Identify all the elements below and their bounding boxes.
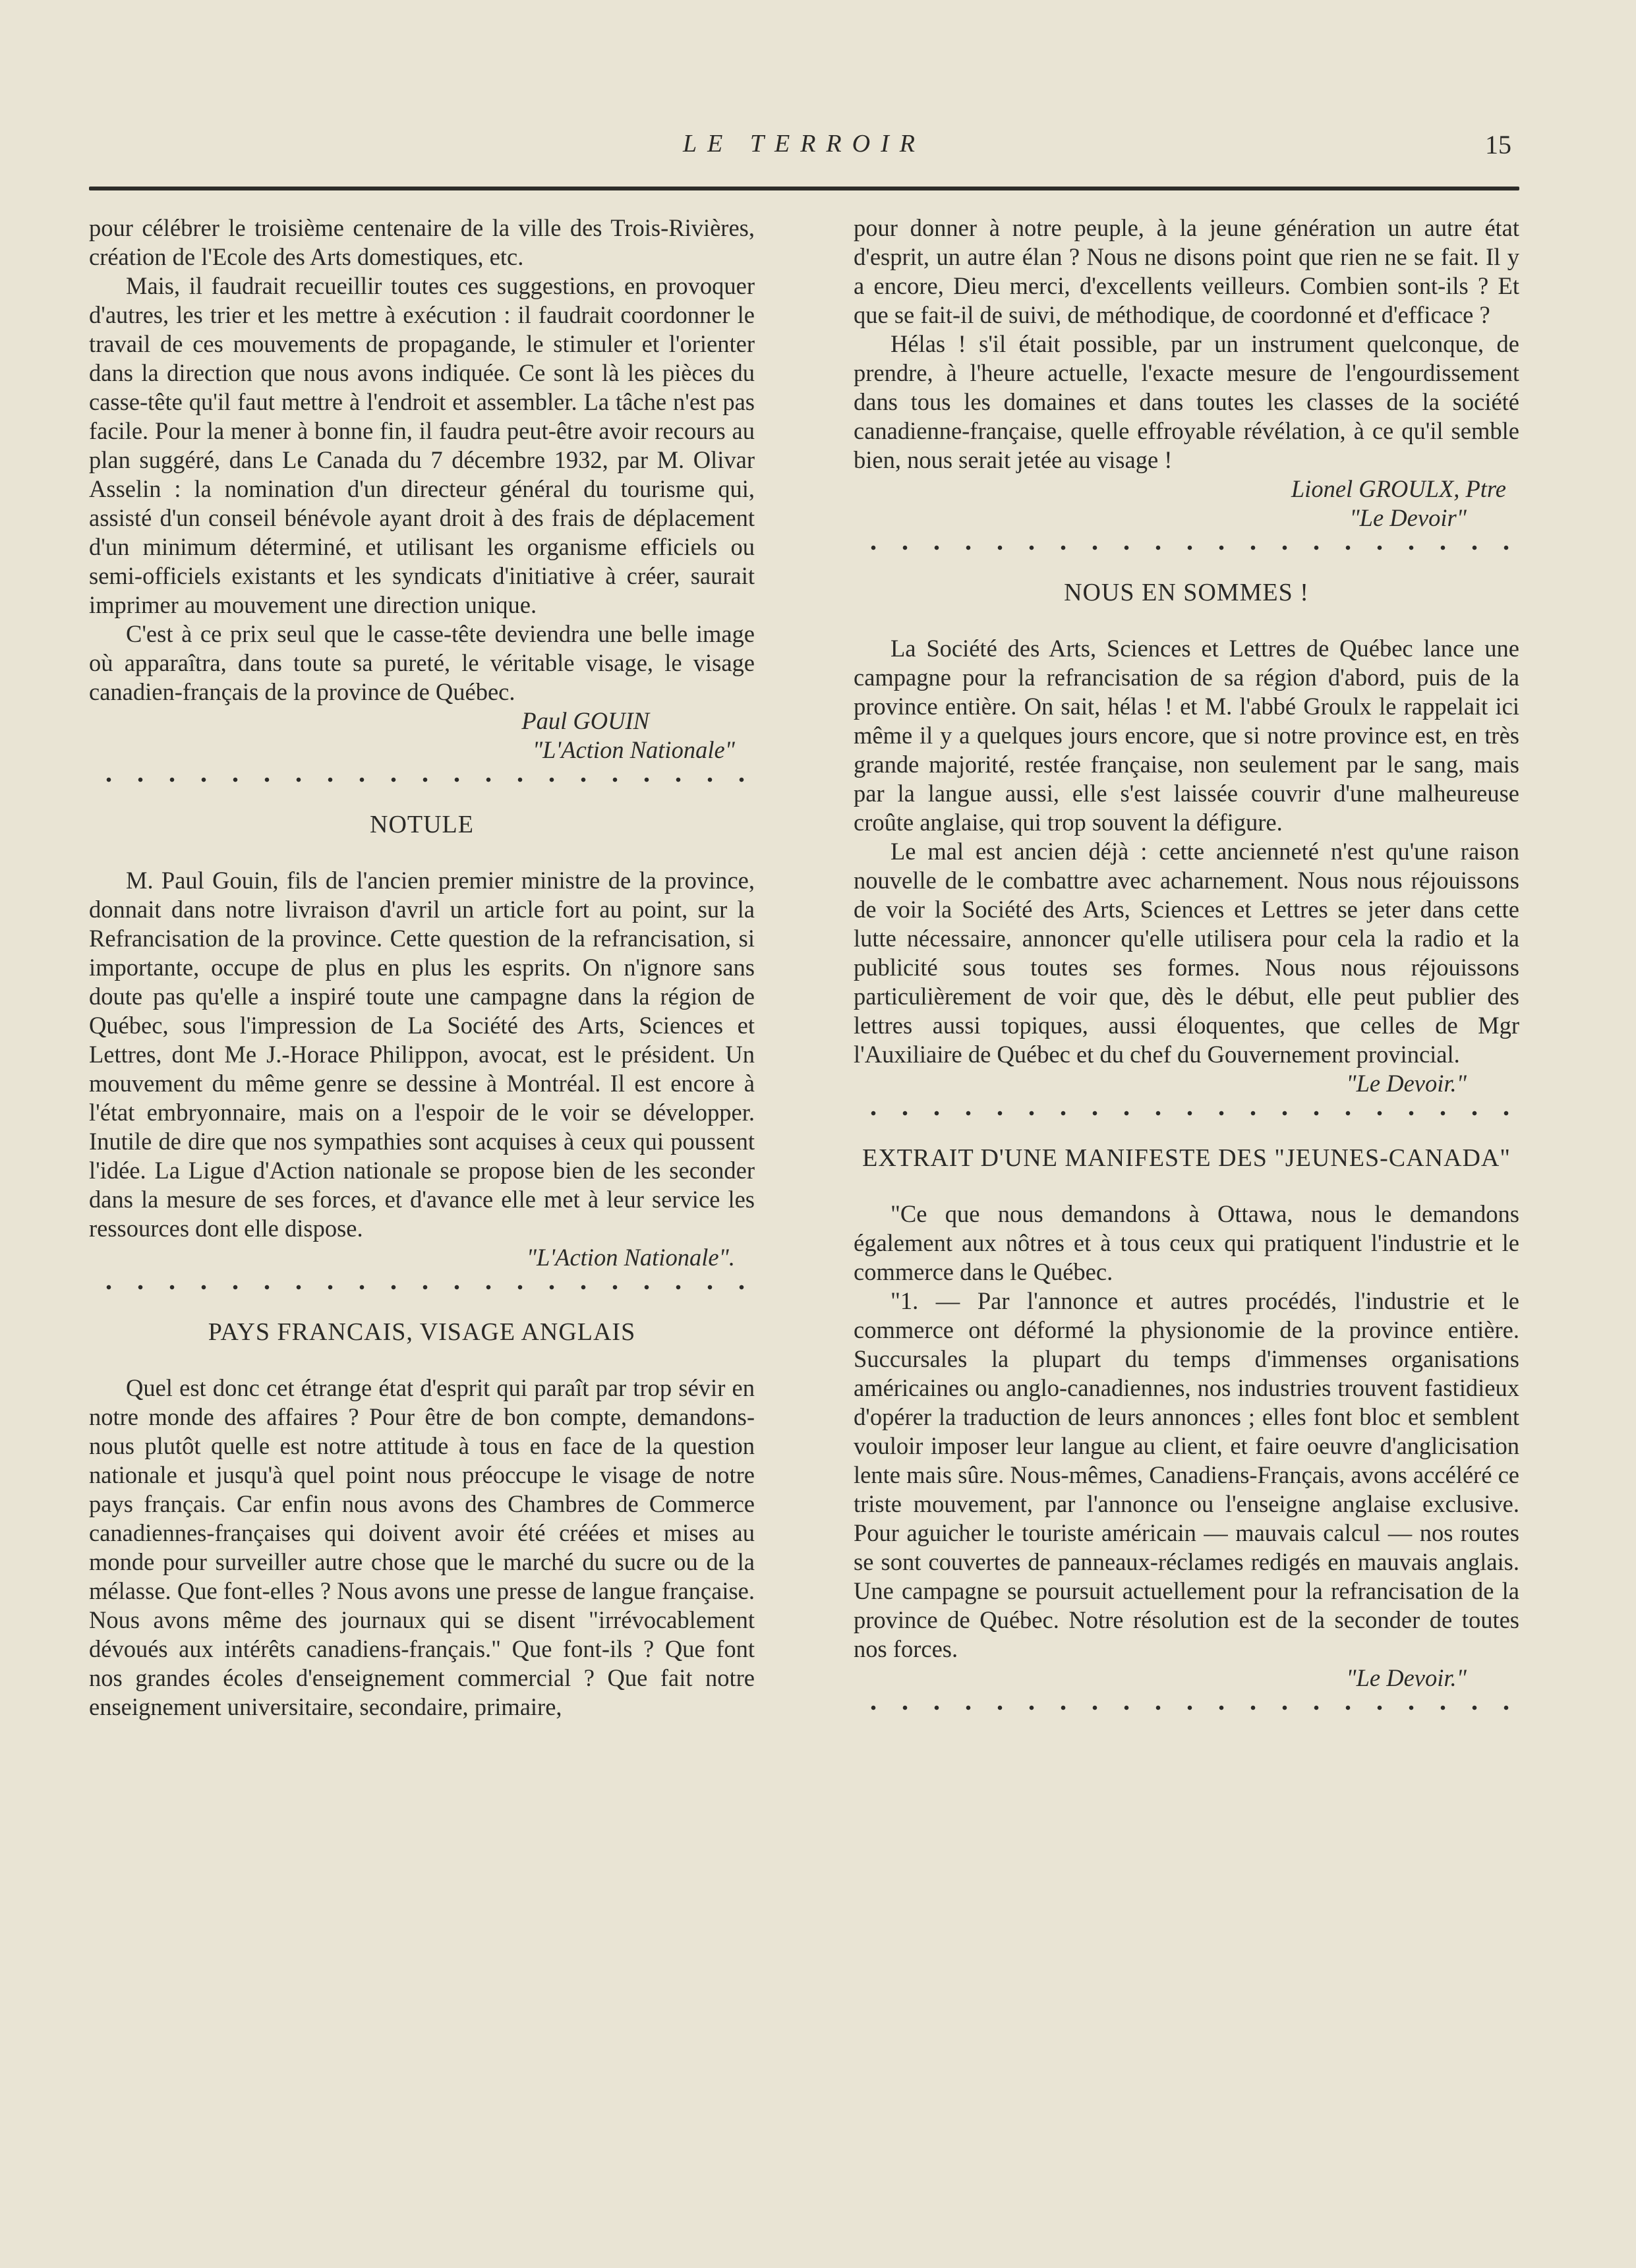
- paragraph: Mais, il faudrait recueillir toutes ces suggestions, en provoquer d'autres, les trier et les mettre à exécution : il faudrait coordonner le travail de ces mouvements de propagande, le stimuler et l'orienter dans la direction que nous avons indiquée. Ce sont là les pièces du casse-tête qu'il faut mettre à l'endroit et assembler. La tâche n'est pas facile. Pour la mener à bonne fin, il faudra peut-être avoir recours au plan suggéré, dans Le Canada du 7 décembre 1932, par M. Olivar Asselin : la nomination d'un directeur général du tourisme qui, assisté d'un conseil bénévole ayant droit à des frais de déplacement d'un minimum déterminé, et utilisant les organisme efficiels ou semi-officiels existants et les syndicats d'initiative à créer, saurait imprimer au mouvement une direction unique.: [89, 272, 755, 618]
- paragraph: Hélas ! s'il était possible, par un instrument quelconque, de prendre, à l'heure actuelle, l'exacte mesure de l'engourdissement dans tous les domaines et dans toutes les classes de la société canadienne-française, quelle effroyable révélation, à ce qu'il semble bien, nous serait jetée au visage !: [854, 330, 1519, 473]
- signature-name: Lionel GROULX, Ptre: [1291, 475, 1506, 502]
- paragraph: "Ce que nous demandons à Ottawa, nous le demandons également aux nôtres et à tous ceux qui pratiquent l'industrie et le commerce dans le Québec.: [854, 1200, 1519, 1285]
- right-column: [854, 214, 1519, 1737]
- signature-source: "Le Devoir.": [1346, 1664, 1467, 1691]
- dotted-separator: [854, 1110, 1519, 1117]
- paragraph: C'est à ce prix seul que le casse-tête deviendra une belle image où apparaîtra, dans toute sa pureté, le véritable visage, le visage canadien-français de la province de Québec.: [89, 620, 755, 705]
- paragraph: "1. — Par l'annonce et autres procédés, l'industrie et le commerce ont déformé la physionomie de la province entière. Succursales la plupart du temps d'immenses organisations américaines ou anglo-canadiennes, nos industries trouvent fastidieux d'opérer la traduction de leurs annonces ; elles font bloc et semblent vouloir imposer leur langue au client, et faire oeuvre d'anglicisation lente mais sûre. Nous-mêmes, Canadiens-Français, avons accéléré ce triste mouvement, par l'annonce ou l'enseigne anglaise exclusive. Pour aguicher le touriste américain — mauvais calcul — nos routes se sont couvertes de panneaux-réclames redigés en mauvais anglais. Une campagne se poursuit actuellement pour la refrancisation de la province de Québec. Notre résolution est de la seconder de toutes nos forces.: [854, 1287, 1519, 1662]
- paragraph: Le mal est ancien déjà : cette ancienneté n'est qu'une raison nouvelle de le combattre avec acharnement. Nous nous réjouissons de voir la Société des Arts, Sciences et Lettres se jeter dans cette lutte nécessaire, annoncer qu'elle utilisera pour cela la radio et la publicité sous toutes ses formes. Nous nous réjouissons particulièrement de voir que, dès le début, elle peut publier des lettres aussi topiques, aussi éloquentes, que celles de Mgr l'Auxiliaire de Québec et du chef du Gouvernement provincial.: [854, 838, 1519, 1068]
- paragraph: M. Paul Gouin, fils de l'ancien premier ministre de la province, donnait dans notre livraison d'avril un article fort au point, sur la Refrancisation de la province. Cette question de la refrancisation, si importante, occupe de plus en plus les esprits. On n'ignore sans doute pas qu'elle a inspiré toute une campagne dans la région de Québec, sous l'impression de La Société des Arts, Sciences et Lettres, dont Me J.-Horace Philippon, avocat, est le président. Un mouvement du même genre se dessine à Montréal. Il est encore à l'état embryonnaire, mais on a l'espoir de le voir se développer. Inutile de dire que nos sympathies sont acquises à ceux qui poussent l'idée. La Ligue d'Action nationale se propose bien de les seconder dans la mesure de ses forces, et d'avance elle met à leur service les ressources dont elle dispose.: [89, 867, 755, 1242]
- page-number: 15: [1485, 130, 1511, 160]
- paragraph: pour célébrer le troisième centenaire de la ville des Trois-Rivières, création de l'Ecole des Arts domestiques, etc.: [89, 214, 755, 270]
- paragraph: La Société des Arts, Sciences et Lettres de Québec lance une campagne pour la refrancisation de sa région d'abord, puis de la province entière. On sait, hélas ! et M. l'abbé Groulx le rappelait ici même il y a quelques jours encore, que si notre province est, en très grande majorité, restée française, non seulement par le sang, mais par la langue aussi, elle s'est laissée couvrir d'une malheureuse croûte anglaise, qui trop souvent la défigure.: [854, 635, 1519, 836]
- signature-name: Paul GOUIN: [521, 707, 649, 734]
- page-header: [89, 129, 1519, 169]
- section-heading-extrait: EXTRAIT D'UNE MANIFESTE DES "JEUNES-CANADA": [862, 1144, 1511, 1172]
- section-heading-pays-francais: PAYS FRANCAIS, VISAGE ANGLAIS: [208, 1318, 636, 1346]
- header-rule: [89, 187, 1519, 190]
- dotted-separator: [854, 544, 1519, 551]
- section-heading-notule: NOTULE: [370, 811, 474, 838]
- dotted-separator: [89, 776, 755, 783]
- signature-source: "L'Action Nationale": [532, 736, 735, 763]
- signature-source: "Le Devoir": [1349, 504, 1467, 531]
- signature-source: "Le Devoir.": [1346, 1070, 1467, 1097]
- left-column: [89, 214, 755, 1722]
- section-heading-nous-en-sommes: NOUS EN SOMMES !: [1064, 579, 1309, 606]
- signature-source: "L'Action Nationale".: [526, 1244, 735, 1271]
- paragraph: pour donner à notre peuple, à la jeune génération un autre état d'esprit, un autre élan ? Nous ne disons point que rien ne se fait. Il y a encore, Dieu merci, d'excellents veilleurs. Combien sont-ils ? Et que se fait-il de suivi, de méthodique, de coordonné et d'efficace ?: [854, 214, 1519, 328]
- paragraph: Quel est donc cet étrange état d'esprit qui paraît par trop sévir en notre monde des affaires ? Pour être de bon compte, demandons-nous plutôt quelle est notre attitude à tous en face de la question nationale et jusqu'à quel point nous préoccupe le visage de notre pays français. Car enfin nous avons des Chambres de Commerce canadiennes-françaises qui doivent avoir été créées et mises au monde pour surveiller autre chose que le marché du sucre ou de la mélasse. Que font-elles ? Nous avons une presse de langue française. Nous avons même des journaux qui se disent "irrévocablement dévoués aux intérêts canadiens-français." Que font-ils ? Que font nos grandes écoles d'enseignement commercial ? Que fait notre enseignement universitaire, secondaire, primaire,: [89, 1374, 755, 1720]
- journal-title: LE TERROIR: [683, 130, 925, 158]
- dotted-separator: [89, 1284, 755, 1291]
- dotted-separator: [854, 1704, 1519, 1711]
